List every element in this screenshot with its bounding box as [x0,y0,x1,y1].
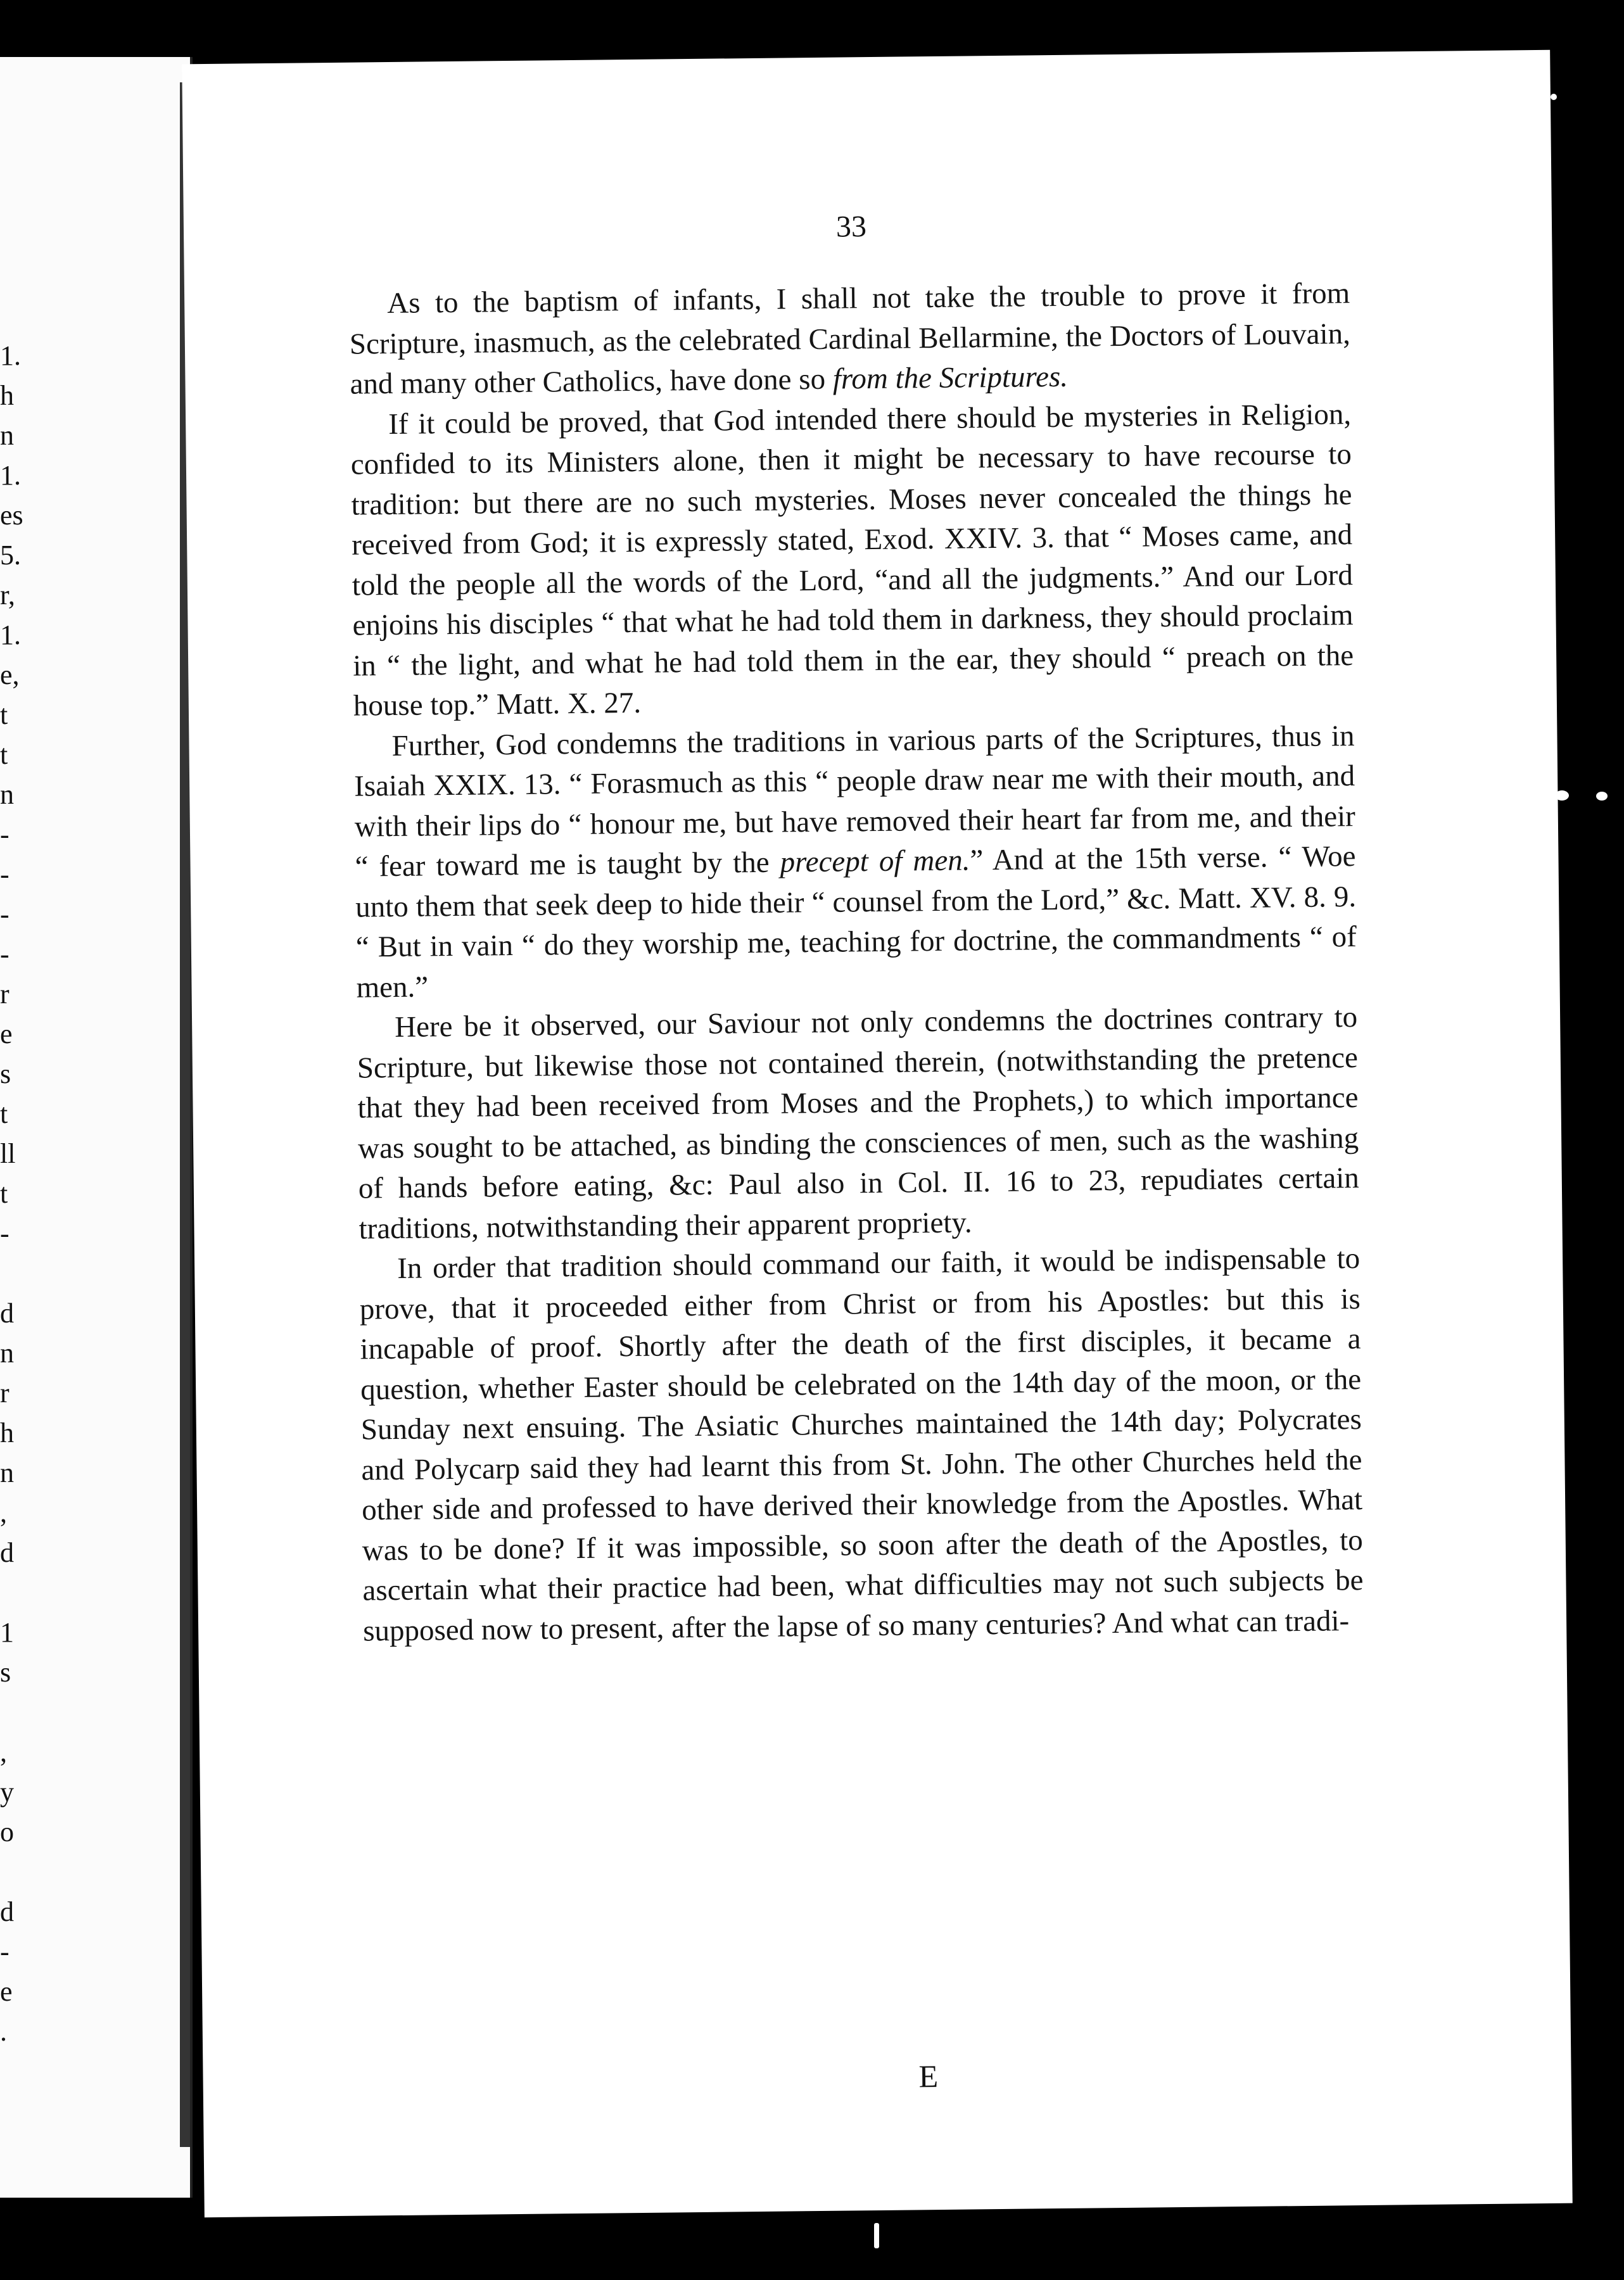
facing-page-fragment: o [0,1816,14,1847]
text-segment: Further, God condemns the traditions in various parts of the Scriptures, thus in Isaiah XXIX. 13. “ Forasmuch as this “ people draw near me with their mouth, and with their lips do “ honour me, but have removed their heart far from me, and their “ fear toward me is taught by the [353,719,1356,884]
scan-speck [1551,94,1557,100]
facing-page-fragment: d [0,1896,14,1927]
paragraph [350,395,1354,727]
facing-page-fragment: 1 [0,1617,14,1648]
facing-page-fragment: es [0,500,23,531]
paragraph [357,998,1360,1250]
facing-page-fragment: r [0,978,10,1010]
facing-page-fragment: , [0,1737,7,1768]
facing-page-fragment: t [0,699,8,730]
facing-page-fragment: . [0,2016,7,2047]
paragraph [359,1239,1364,1652]
facing-page-fragment: - [0,939,10,970]
facing-page-fragment: e [0,1018,13,1049]
paragraph [353,716,1357,1008]
book-page [182,50,1572,2217]
facing-page-fragment: t [0,739,8,770]
page-body-text [349,274,1364,1651]
facing-page-fragment: r, [0,580,15,611]
facing-page-fragment: - [0,859,10,890]
facing-page-fragment: h [0,1417,14,1448]
facing-page-edge [0,57,193,2198]
facing-page-fragment: d [0,1298,14,1329]
text-segment: Here be it observed, our Saviour not only condemns the doctrines contrary to Scripture, but likewise those not contained therein, (notwithstanding the pretence that they had been received from Moses and the Prophets,) to which importance was sought to be attached, as binding the consciences of men, such as the washing of hands before eating, &c: Paul also in Col. II. 16 to 23, repudiates certain traditions, notwithstanding their apparent propriety. [357,1001,1360,1246]
facing-page-fragment [0,1573,19,1612]
facing-page-fragment: n [0,420,14,451]
facing-page-fragment: e [0,1976,13,2007]
facing-page-fragment: - [0,1936,10,1967]
facing-page-fragment [0,1253,19,1293]
facing-page-fragment: h [0,380,14,411]
facing-page-fragment: - [0,819,10,850]
facing-page-fragment: 5. [0,540,21,571]
facing-page-fragment: y [0,1776,14,1808]
facing-page-fragment: 1. [0,619,21,650]
text-segment: If it could be proved, that God intended there should be mysteries in Religion, confided to its Ministers alone, then it might be necessary to have recourse to tradition: but there are no such mysteries. Moses never concealed the things he received from God; it is expressly stated, Exod. XXIV. 3. that “ Moses came, and told the people all the words of the Lord, “and all the judgments.” And our Lord enjoins his disciples “ that what he had told them in darkness, they should proclaim in “ the light, and what he had told them in the ear, they should “ preach on the house top.” Matt. X. 27. [350,397,1354,723]
facing-page-fragment [0,1692,19,1732]
text-segment: ” And at the 15th verse. “ Woe unto them that seek deep to hide their “ counsel from the Lord,” &c. Matt. XV. 8. 9. “ But in vain “ do they worship me, teaching for doctrine, the commandments “ of men.” [355,840,1357,1004]
facing-page-fragment: s [0,1657,11,1688]
scan-speck [1555,790,1569,801]
text-segment: In order that tradition should command our faith, it would be indispensable to prove, that it proceeded either from Christ or from his Apostles: but this is incapable of proof. Shortly after the death of the first disciples, it became a question, whether Easter should be celebrated on the 14th day of the moon, or the Sunday next ensuing. The Asiatic Churches maintained the 14th day; Polycrates and Polycarp said they had learnt this from St. John. The other Churches held the other side and professed to have derived their knowledge from the Apostles. What was to be done? If it was impossible, so soon after the death of the Apostles, to ascertain what their practice had been, what difficulties may not such subjects be supposed now to present, after the lapse of so many centuries? And what can tradi- [359,1242,1364,1648]
scan-speck [1596,792,1608,801]
facing-page-fragment: d [0,1537,14,1568]
facing-page-text-fragments [0,336,23,2051]
facing-page-fragment: t [0,1098,8,1129]
page-number: 33 [835,210,867,244]
italic-text: from the Scriptures. [832,360,1069,396]
signature-mark: E [918,2058,939,2094]
facing-page-fragment: r [0,1378,10,1409]
facing-page-fragment: n [0,1338,14,1369]
facing-page-fragment: s [0,1058,11,1089]
facing-page-fragment [0,1852,19,1892]
facing-page-fragment: , [0,1497,7,1528]
facing-page-fragment: 1. [0,460,21,491]
paragraph [349,274,1351,405]
facing-page-fragment: n [0,1457,14,1488]
facing-page-fragment: n [0,779,14,810]
facing-page-fragment: e, [0,659,20,690]
facing-page-fragment: ll [0,1138,16,1169]
facing-page-fragment: 1. [0,340,21,371]
facing-page-fragment: - [0,1218,10,1249]
italic-text: precept of men. [780,844,970,879]
facing-page-fragment: - [0,899,10,930]
scan-speck [874,2223,879,2248]
text-segment: As to the baptism of infants, I shall not take the trouble to prove it from Scripture, inasmuch, as the celebrated Cardinal Bellarmine, the Doctors of Louvain, and many other Catholics, have done so [349,277,1351,401]
facing-page-fragment: t [0,1178,8,1209]
